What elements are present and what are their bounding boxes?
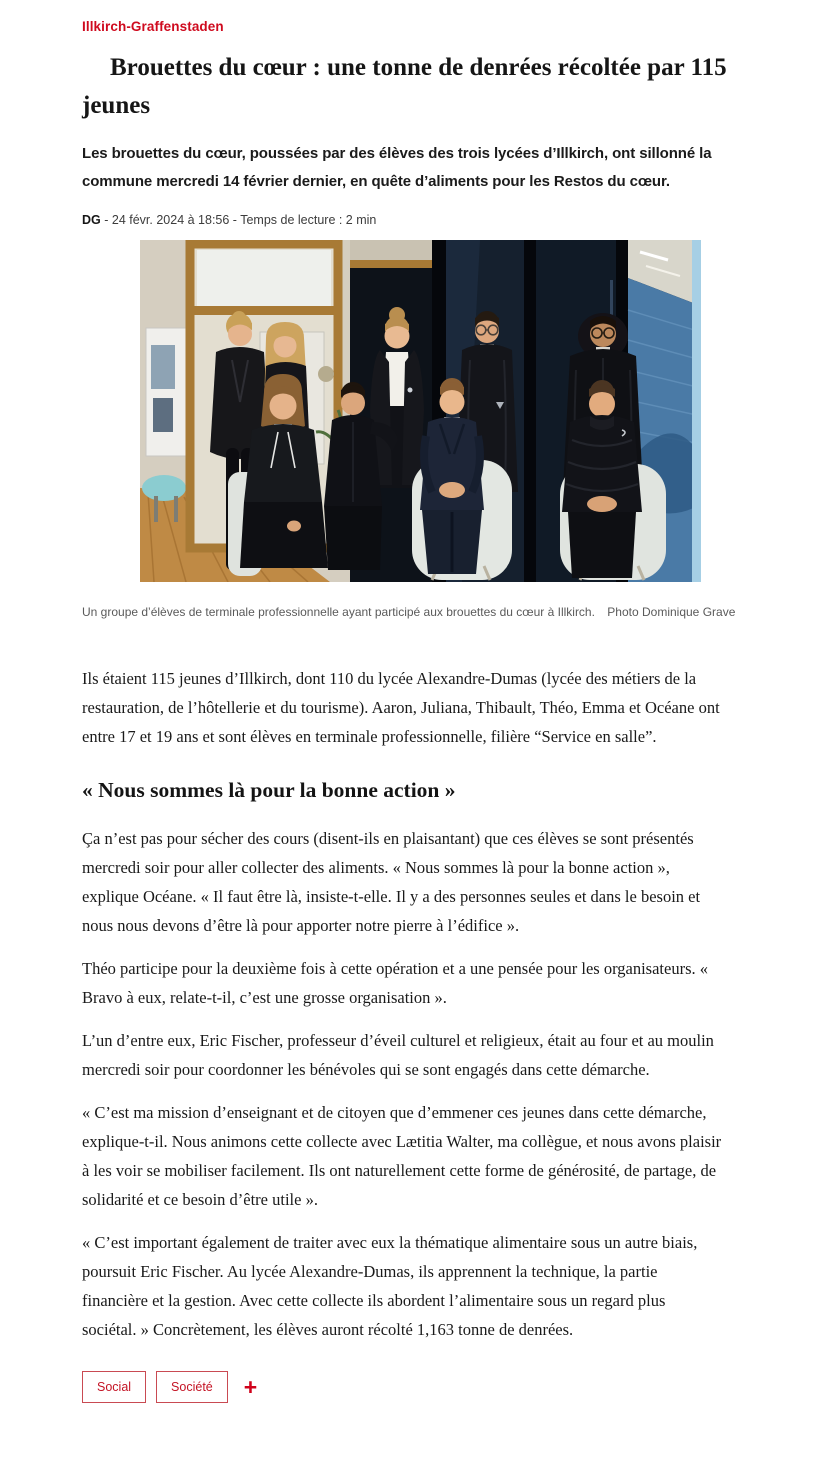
- paragraph: Ils étaient 115 jeunes d’Illkirch, dont 110 du lycée Alexandre-Dumas (lycée des métiers de la restauration, de l’hôtellerie et du tourisme). Aaron, Juliana, Thibault, Théo, Emma et Océane ont entre 17 et 19 ans et sont élèves en terminale professionnelle, filière “Service en salle”.: [82, 669, 720, 746]
- photo-credit: Photo Dominique Grave: [607, 605, 736, 619]
- tag-social[interactable]: Social: [82, 1371, 146, 1403]
- add-tag-button[interactable]: +: [243, 1374, 258, 1400]
- byline: [82, 213, 750, 227]
- author-initials: DG: [82, 213, 101, 227]
- category-link[interactable]: Illkirch-Graffenstaden: [82, 19, 224, 34]
- tag-societe[interactable]: Société: [156, 1371, 228, 1403]
- photo-caption-text: Un groupe d’élèves de terminale professionnelle ayant participé aux brouettes du cœur à Illkirch.: [82, 605, 595, 619]
- section-subheading: « Nous sommes là pour la bonne action »: [82, 778, 456, 802]
- group-photo-illustration: [140, 240, 701, 582]
- article-figure: [82, 240, 750, 620]
- article-lede: Les brouettes du cœur, poussées par des élèves des trois lycées d’Illkirch, ont sillonné la commune mercredi 14 février dernier, en quête d’aliments pour les Restos du cœur.: [82, 145, 712, 190]
- article-body: [82, 664, 722, 1403]
- byline-meta: - 24 févr. 2024 à 18:56 - Temps de lecture : 2 min: [104, 213, 377, 227]
- paragraph: « C’est important également de traiter avec eux la thématique alimentaire sous un autre biais, poursuit Eric Fischer. Au lycée Alexandre-Dumas, ils apprennent la technique, la partie financière et la gestion. Avec cette collecte ils abordent l’alimentaire sous un regard plus sociétal. » Concrètement, les élèves auront récolté 1,163 tonne de denrées.: [82, 1233, 698, 1339]
- paragraph: « C’est ma mission d’enseignant et de citoyen que d’emmener ces jeunes dans cette démarche, explique-t-il. Nous animons cette collecte avec Lætitia Walter, ma collègue, et nous avons plaisir à les voir se mobiliser facilement. Ils ont naturellement cette forme de générosité, de partage, de solidarité et ce besoin d’être utile ».: [82, 1103, 722, 1209]
- article-title: Brouettes du cœur : une tonne de denrées récoltée par 115 jeunes: [82, 54, 727, 119]
- paragraph: Théo participe pour la deuxième fois à cette opération et a une pensée pour les organisateurs. « Bravo à eux, relate-t-il, c’est une grosse organisation ».: [82, 959, 709, 1007]
- paragraph: Ça n’est pas pour sécher des cours (disent-ils en plaisantant) que ces élèves se sont présentés mercredi soir pour aller collecter des aliments. « Nous sommes là pour la bonne action », explique Océane. « Il faut être là, insiste-t-elle. Il y a des personnes seules et dans le besoin et nous nous devons d’être là pour apporter notre pierre à l’édifice ».: [82, 829, 701, 935]
- article-photo[interactable]: [140, 240, 701, 582]
- article-page: [82, 18, 750, 1403]
- paragraph: L’un d’entre eux, Eric Fischer, professeur d’éveil culturel et religieux, était au four et au moulin mercredi soir pour coordonner les bénévoles qui se sont engagés dans cette démarche.: [82, 1031, 714, 1079]
- photo-caption: [82, 604, 750, 620]
- tag-list: [82, 1371, 722, 1403]
